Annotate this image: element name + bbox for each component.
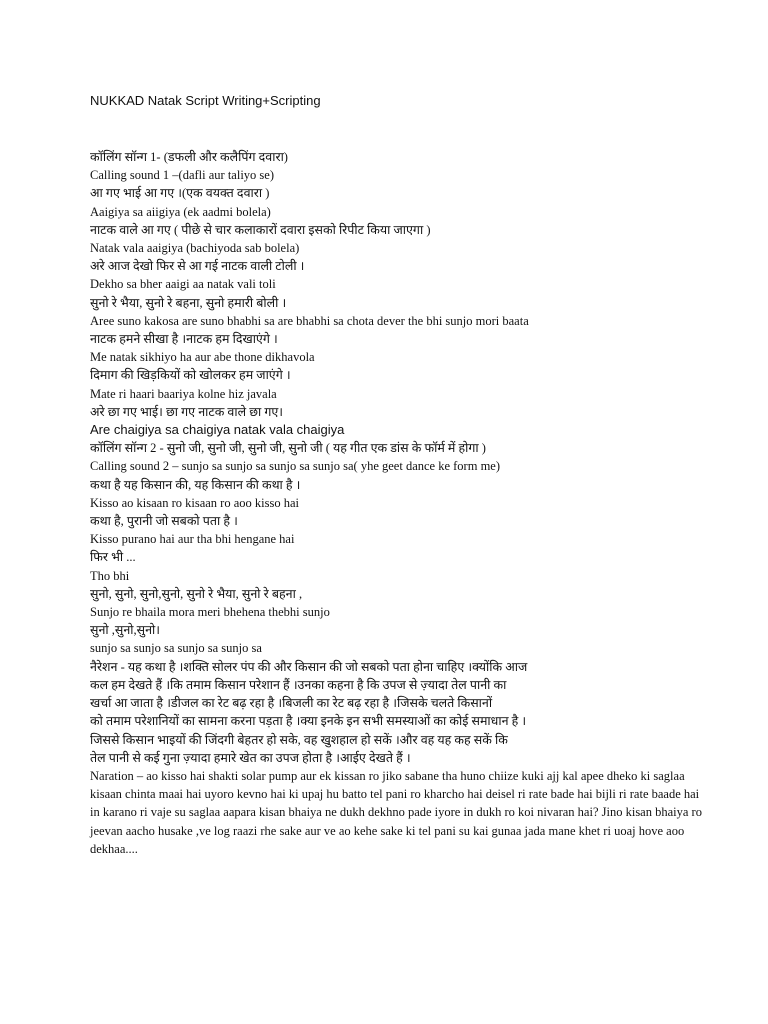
script-line: कथा है, पुरानी जो सबको पता है ।	[90, 514, 238, 529]
page-title: NUKKAD Natak Script Writing+Scripting	[90, 93, 321, 108]
script-line: अरे छा गए भाई। छा गए नाटक वाले छा गए।	[90, 404, 284, 419]
script-line: Calling sound 1 –(dafli aur taliyo se)	[90, 168, 274, 183]
script-line: सुनो, सुनो, सुनो,सुनो, सुनो रे भैया, सुनो रे बहना ,	[90, 586, 303, 601]
script-line: कॉलिंग सॉन्ग 1- (डफली और कलैपिंग दवारा)	[90, 150, 288, 164]
script-line: Are chaigiya sa chaigiya natak vala chaigiya	[90, 422, 345, 438]
narration-hindi-line: कल हम देखते हैं ।कि तमाम किसान परेशान हैं ।उनका कहना है कि उपज से ज़्यादा तेल पानी का	[90, 677, 507, 692]
narration-paragraph: Naration – ao kisso hai shakti solar pump aur ek kissan ro jiko sabane tha huno chiize kuki ajj kal apee dheko ki saglaa kisaan chinta maai hai uyoro kevno hai ki upaj hu batto tel pani ro kharcho hai deisel ri rate bade hai bijli ri rate baade hai in karano ri vaje su saglaa aapara kisan bhaiya ne dukh dekhno pade iyore in dukh ro koi nivaran hai? Jino kisan bhaiya ro jeevan aacho husake ,ve log raazi rhe sake aur ve ao kehe sake ki tel pani su kai gunaa jada mane khet ri uoaj hove aoo dekhaa....	[90, 768, 702, 856]
script-line: Tho bhi	[90, 568, 130, 583]
narration-hindi-line: को तमाम परेशानियों का सामना करना पड़ता है ।क्या इनके इन सभी समस्याओं का कोई समाधान है ।	[90, 714, 527, 729]
script-line: Calling sound 2 – sunjo sa sunjo sa sunjo sa sunjo sa( yhe geet dance ke form me)	[90, 459, 500, 474]
script-line: दिमाग की खिड़कियों को खोलकर हम जाएंगे ।	[90, 368, 291, 383]
script-line: फिर भी ...	[90, 550, 136, 565]
script-line: Dekho sa bher aaigi aa natak vali toli	[90, 277, 276, 292]
script-line: आ गए भाई आ गए ।(एक वयक्त दवारा )	[90, 186, 270, 201]
script-line: Me natak sikhiyo ha aur abe thone dikhavola	[90, 350, 315, 365]
script-line: सुनो रे भैया, सुनो रे बहना, सुनो हमारी बोली ।	[90, 295, 287, 310]
script-line: Kisso purano hai aur tha bhi hengane hai	[90, 532, 295, 547]
script-line: Aaigiya sa aiigiya (ek aadmi bolela)	[90, 204, 271, 219]
script-line: Mate ri haari baariya kolne hiz javala	[90, 386, 277, 401]
script-line: अरे आज देखो फिर से आ गई नाटक वाली टोली ।	[90, 259, 305, 274]
script-line: कॉलिंग सॉन्ग 2 - सुनो जी, सुनो जी, सुनो जी, सुनो जी ( यह गीत एक डांस के फॉर्म में होगा )	[90, 441, 486, 456]
script-body	[90, 148, 702, 858]
narration-hindi-line: जिससे किसान भाइयों की जिंदगी बेहतर हो सके, वह खुशहाल हो सकें ।और वह यह कह सकें कि	[90, 732, 508, 747]
script-line: कथा है यह किसान की, यह किसान की कथा है ।	[90, 477, 301, 492]
script-line: नाटक हमने सीखा है ।नाटक हम दिखाएंगे ।	[90, 332, 278, 347]
script-line: सुनो ,सुनो,सुनो।	[90, 623, 160, 638]
script-line: नाटक वाले आ गए ( पीछे से चार कलाकारों दवारा इसको रिपीट किया जाएगा )	[90, 222, 431, 237]
narration-hindi-line: खर्चा आ जाता है ।डीजल का रेट बढ़ रहा है ।बिजली का रेट बढ़ रहा है ।जिसके चलते किसानों	[90, 696, 493, 711]
script-line: Natak vala aaigiya (bachiyoda sab bolela)	[90, 241, 300, 256]
script-line: Aree suno kakosa are suno bhabhi sa are bhabhi sa chota dever the bhi sunjo mori baata	[90, 313, 529, 328]
script-line: Sunjo re bhaila mora meri bhehena thebhi sunjo	[90, 605, 330, 620]
narration-hindi-line: नैरेशन - यह कथा है ।शक्ति सोलर पंप की और किसान की जो सबको पता होना चाहिए ।क्योंकि आज	[90, 659, 528, 674]
narration-hindi-line: तेल पानी से कई गुना ज़्यादा हमारे खेत का उपज होता है ।आईए देखते हैं ।	[90, 750, 411, 765]
script-line: Kisso ao kisaan ro kisaan ro aoo kisso hai	[90, 495, 299, 510]
script-line: sunjo sa sunjo sa sunjo sa sunjo sa	[90, 641, 262, 656]
